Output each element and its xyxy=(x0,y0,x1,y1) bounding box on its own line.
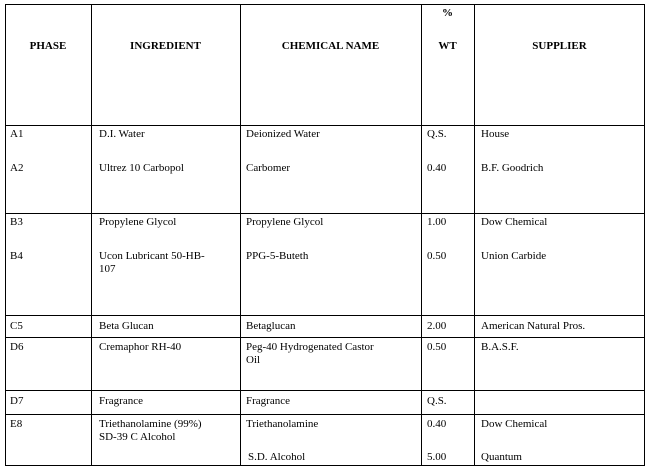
cell-chemical-name: Carbomer xyxy=(246,162,290,174)
cell-pct-wt: 1.00 xyxy=(427,216,447,228)
cell-supplier: B.A.S.F. xyxy=(481,341,519,353)
cell-phase: E8 xyxy=(10,418,23,430)
cell-supplier: Dow Chemical xyxy=(481,418,548,430)
cell-ingredient: D.I. Water xyxy=(99,128,145,140)
cell-ingredient: Fragrance xyxy=(99,395,143,407)
cell-phase: C5 xyxy=(10,320,23,332)
header-supplier: SUPPLIER xyxy=(532,40,587,52)
cell-chemical-name: Fragrance xyxy=(246,395,290,407)
cell-phase: A1 xyxy=(10,128,24,140)
cell-chemical-name: Peg-40 Hydrogenated Castor Oil xyxy=(246,341,374,366)
header-wt: WT xyxy=(438,40,457,52)
cell-pct-wt: 0.40 xyxy=(427,418,447,430)
cell-supplier: House xyxy=(481,128,510,140)
cell-phase: A2 xyxy=(10,162,24,174)
header-percent: % xyxy=(442,7,453,19)
cell-chemical-name: Deionized Water xyxy=(246,128,320,140)
cell-ingredient: Ultrez 10 Carbopol xyxy=(99,162,184,174)
cell-ingredient: Beta Glucan xyxy=(99,320,154,332)
cell-pct-wt: 2.00 xyxy=(427,320,447,332)
cell-chemical-name: Betaglucan xyxy=(246,320,296,332)
cell-supplier: B.F. Goodrich xyxy=(481,162,544,174)
ingredient-table xyxy=(5,4,645,466)
cell-ingredient: Propylene Glycol xyxy=(99,216,177,228)
cell-ingredient: Triethanolamine (99%) SD-39 C Alcohol xyxy=(99,418,202,443)
cell-phase: D6 xyxy=(10,341,24,353)
cell-supplier: Quantum xyxy=(481,451,522,463)
cell-pct-wt: 0.50 xyxy=(427,250,447,262)
cell-chemical-name: Propylene Glycol xyxy=(246,216,324,228)
cell-ingredient: Cremaphor RH-40 xyxy=(99,341,182,353)
cell-pct-wt: 0.50 xyxy=(427,341,447,353)
cell-supplier: Union Carbide xyxy=(481,250,547,262)
cell-ingredient: Ucon Lubricant 50-HB- 107 xyxy=(99,250,205,275)
cell-supplier: Dow Chemical xyxy=(481,216,548,228)
cell-phase: B3 xyxy=(10,216,23,228)
cell-supplier: American Natural Pros. xyxy=(481,320,586,332)
header-chemical-name: CHEMICAL NAME xyxy=(281,40,380,52)
cell-pct-wt: Q.S. xyxy=(427,395,447,407)
cell-chemical-name: Triethanolamine xyxy=(246,418,319,430)
cell-phase: B4 xyxy=(10,250,23,262)
cell-pct-wt: Q.S. xyxy=(427,128,447,140)
cell-pct-wt: 0.40 xyxy=(427,162,447,174)
cell-phase: D7 xyxy=(10,395,24,407)
header-phase: PHASE xyxy=(29,40,67,52)
cell-chemical-name: PPG-5-Buteth xyxy=(246,250,309,262)
cell-pct-wt: 5.00 xyxy=(427,451,447,463)
cell-chemical-name: S.D. Alcohol xyxy=(248,451,306,463)
header-ingredient: INGREDIENT xyxy=(130,40,201,52)
